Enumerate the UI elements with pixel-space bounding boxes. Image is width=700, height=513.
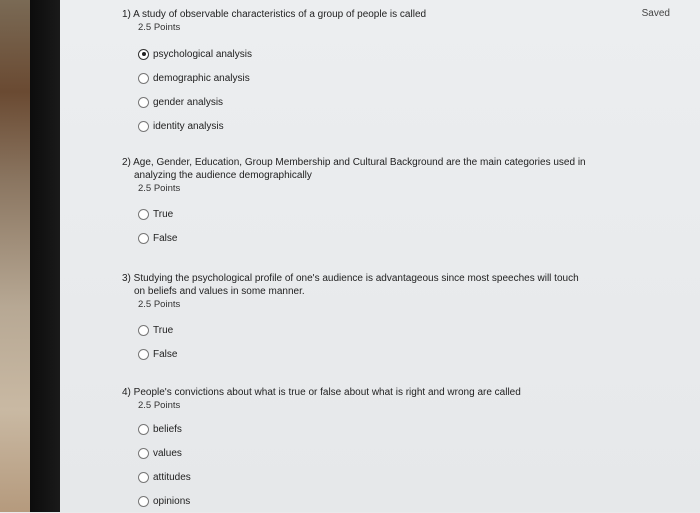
answer-options xyxy=(138,202,592,250)
option-label: identity analysis xyxy=(153,120,224,132)
question-text: 3) Studying the psychological profile of one's audience is advantageous since most speeches will touch on beliefs and values in some manner. xyxy=(122,273,579,297)
question-text: 2) Age, Gender, Education, Group Membership and Cultural Background are the main categories used in analyzing the audience demographically xyxy=(122,157,586,181)
option-label: False xyxy=(153,348,178,360)
radio-icon[interactable] xyxy=(138,73,149,84)
radio-icon[interactable] xyxy=(138,448,149,459)
radio-selected-icon[interactable] xyxy=(138,49,149,60)
option-psychological-analysis[interactable] xyxy=(138,42,592,66)
option-true[interactable] xyxy=(138,318,592,342)
question-text: 1) A study of observable characteristics of a group of people is called xyxy=(122,9,427,20)
option-values[interactable] xyxy=(138,441,592,465)
option-identity-analysis[interactable] xyxy=(138,114,592,138)
radio-icon[interactable] xyxy=(138,424,149,435)
question-points: 2.5 Points xyxy=(138,400,181,411)
answer-options xyxy=(138,318,592,366)
radio-icon[interactable] xyxy=(138,121,149,132)
question-points: 2.5 Points xyxy=(138,299,181,310)
question-points: 2.5 Points xyxy=(138,183,181,194)
question-4 xyxy=(122,386,592,513)
question-points: 2.5 Points xyxy=(138,22,181,33)
saved-status: Saved xyxy=(641,8,670,19)
radio-icon[interactable] xyxy=(138,349,149,360)
question-1 xyxy=(122,8,592,138)
answer-options xyxy=(138,417,592,513)
option-label: beliefs xyxy=(153,423,182,435)
option-gender-analysis[interactable] xyxy=(138,90,592,114)
option-label: demographic analysis xyxy=(153,72,250,84)
radio-icon[interactable] xyxy=(138,209,149,220)
option-label: attitudes xyxy=(153,471,191,483)
question-3 xyxy=(122,272,592,366)
question-text: 4) People's convictions about what is true or false about what is right and wrong are called xyxy=(122,387,521,398)
option-label: True xyxy=(153,324,174,336)
option-label: opinions xyxy=(153,495,191,507)
radio-icon[interactable] xyxy=(138,233,149,244)
option-false[interactable] xyxy=(138,226,592,250)
question-2 xyxy=(122,156,592,250)
option-label: gender analysis xyxy=(153,96,224,108)
option-label: False xyxy=(153,232,178,244)
background-desk xyxy=(0,0,30,512)
monitor-bezel xyxy=(30,0,60,512)
radio-icon[interactable] xyxy=(138,472,149,483)
option-true[interactable] xyxy=(138,202,592,226)
radio-icon[interactable] xyxy=(138,97,149,108)
option-demographic-analysis[interactable] xyxy=(138,66,592,90)
option-attitudes[interactable] xyxy=(138,465,592,489)
option-false[interactable] xyxy=(138,342,592,366)
option-beliefs[interactable] xyxy=(138,417,592,441)
option-label: psychological analysis xyxy=(153,48,252,60)
option-opinions[interactable] xyxy=(138,489,592,513)
option-label: True xyxy=(153,208,174,220)
answer-options xyxy=(138,42,592,138)
radio-icon[interactable] xyxy=(138,496,149,507)
quiz-screen xyxy=(60,0,700,512)
option-label: values xyxy=(153,447,182,459)
radio-icon[interactable] xyxy=(138,325,149,336)
